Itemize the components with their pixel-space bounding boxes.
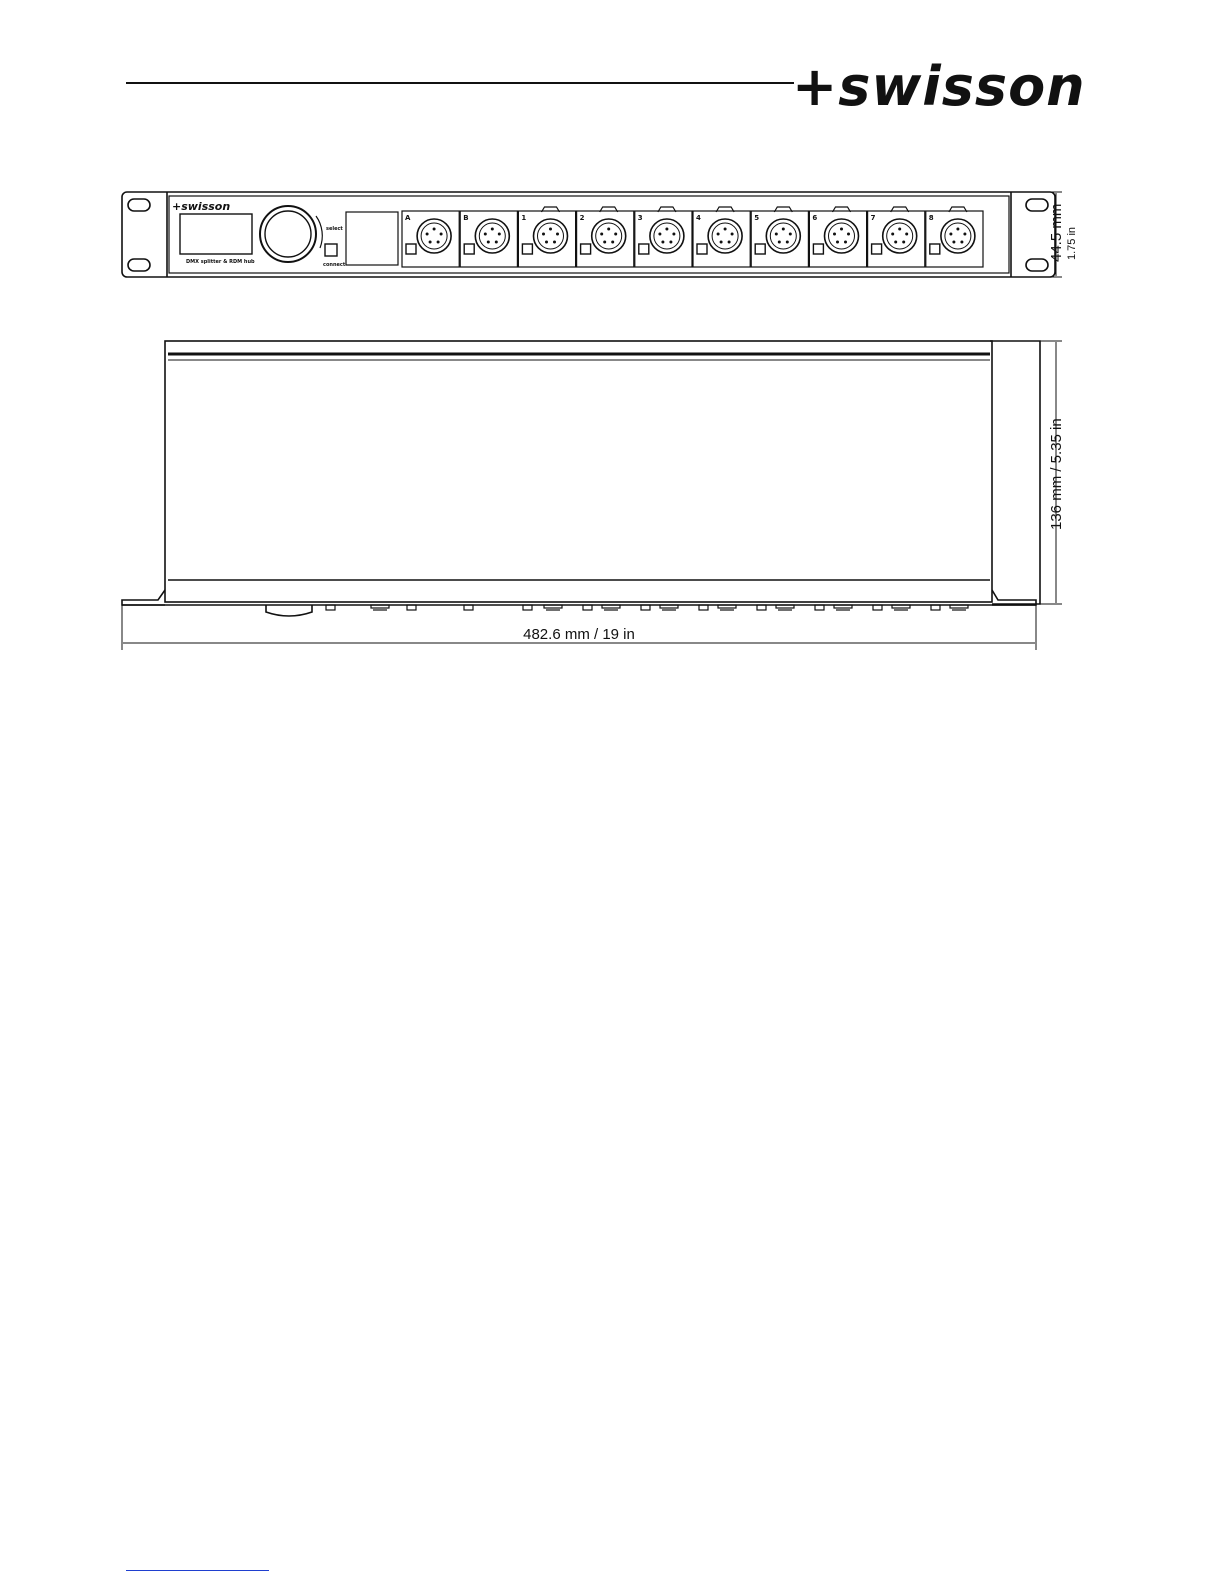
xlr-pin <box>611 241 614 244</box>
xlr-pin <box>786 241 789 244</box>
xlr-pin <box>556 233 559 236</box>
port-module <box>402 211 459 267</box>
port-module <box>635 207 692 267</box>
technical-drawing <box>0 0 1225 700</box>
xlr-pin <box>545 241 548 244</box>
connect-button <box>325 244 337 256</box>
connector-protrusion <box>892 605 910 608</box>
xlr-pin <box>840 228 843 231</box>
xlr-connector <box>883 219 917 253</box>
port-module <box>460 211 517 267</box>
xlr-ring <box>421 223 447 249</box>
xlr-pin <box>658 233 661 236</box>
port-label: 2 <box>579 214 585 222</box>
xlr-ring <box>479 223 505 249</box>
port-module <box>577 207 634 267</box>
xlr-connector <box>825 219 859 253</box>
xlr-pin <box>495 241 498 244</box>
xlr-pin <box>614 233 617 236</box>
xlr-pin <box>720 241 723 244</box>
xlr-pin <box>440 233 443 236</box>
connector-protrusion <box>371 605 389 608</box>
xlr-ring <box>887 223 913 249</box>
xlr-pin <box>949 233 952 236</box>
xlr-pin <box>491 228 494 231</box>
select-label: select <box>326 226 343 232</box>
connector-protrusion <box>544 605 562 608</box>
connector-protrusion <box>602 605 620 608</box>
xlr-connector <box>592 219 626 253</box>
front-view <box>122 192 1055 277</box>
port-button <box>464 244 474 254</box>
port-button <box>755 244 765 254</box>
width-label: 482.6 mm / 19 in <box>523 626 635 643</box>
xlr-pin <box>498 233 501 236</box>
port-label: B <box>463 214 469 222</box>
mount-slot-bottom-left <box>128 259 150 271</box>
xlr-pin <box>607 228 610 231</box>
xlr-connector <box>766 219 800 253</box>
xlr-connector <box>417 219 451 253</box>
xlr-pin <box>661 241 664 244</box>
footer-link-underline <box>126 1570 269 1571</box>
xlr-pin <box>433 228 436 231</box>
xlr-pin <box>672 233 675 236</box>
xlr-ring <box>770 223 796 249</box>
port-label: 5 <box>754 214 760 222</box>
xlr-ring <box>654 223 680 249</box>
mount-slot-top-left <box>128 199 150 211</box>
xlr-pin <box>789 233 792 236</box>
left-flange <box>122 590 165 605</box>
xlr-pin <box>956 228 959 231</box>
xlr-pin <box>782 228 785 231</box>
xlr-pin <box>669 241 672 244</box>
xlr-connector <box>475 219 509 253</box>
xlr-pin <box>487 241 490 244</box>
xlr-pin <box>600 233 603 236</box>
port-label: A <box>405 214 411 222</box>
connector-protrusion <box>776 605 794 608</box>
xlr-connector <box>941 219 975 253</box>
port-label: 7 <box>870 214 876 222</box>
xlr-pin <box>429 241 432 244</box>
xlr-pin <box>542 233 545 236</box>
xlr-pin <box>847 233 850 236</box>
header-brand-logo: +swisson <box>792 55 1086 118</box>
connect-label: connect <box>323 262 346 268</box>
port-button <box>581 244 591 254</box>
xlr-pin <box>778 241 781 244</box>
port-label: 3 <box>637 214 643 222</box>
port-button <box>697 244 707 254</box>
xlr-pin <box>724 228 727 231</box>
port-button <box>813 244 823 254</box>
port-module <box>809 207 866 267</box>
blank-module <box>346 212 398 265</box>
xlr-pin <box>549 228 552 231</box>
xlr-connector <box>650 219 684 253</box>
xlr-ring <box>538 223 564 249</box>
xlr-pin <box>484 233 487 236</box>
xlr-pin <box>553 241 556 244</box>
xlr-pin <box>963 233 966 236</box>
depth-label: 136 mm / 5.35 in <box>1048 418 1065 530</box>
port-label: 8 <box>928 214 934 222</box>
port-button <box>522 244 532 254</box>
port-module <box>751 207 808 267</box>
port-module <box>868 207 925 267</box>
right-flange <box>992 590 1036 605</box>
lcd-display <box>180 214 252 254</box>
xlr-connector <box>534 219 568 253</box>
height-mm-label: 44.5 mm <box>1048 203 1065 262</box>
xlr-pin <box>894 241 897 244</box>
xlr-pin <box>844 241 847 244</box>
xlr-pin <box>952 241 955 244</box>
xlr-ring <box>596 223 622 249</box>
xlr-ring <box>829 223 855 249</box>
xlr-pin <box>603 241 606 244</box>
port-module <box>693 207 750 267</box>
select-arc-icon <box>316 216 322 248</box>
port-button <box>406 244 416 254</box>
port-label: 4 <box>696 214 701 222</box>
select-knob <box>260 206 316 262</box>
xlr-pin <box>902 241 905 244</box>
xlr-pin <box>775 233 778 236</box>
port-group <box>402 207 983 267</box>
knob-protrusion <box>266 605 312 616</box>
xlr-pin <box>728 241 731 244</box>
xlr-pin <box>833 233 836 236</box>
connector-protrusion <box>834 605 852 608</box>
connector-protrusion <box>718 605 736 608</box>
xlr-pin <box>905 233 908 236</box>
xlr-connector <box>708 219 742 253</box>
xlr-ring <box>712 223 738 249</box>
front-panel-outline <box>122 192 1055 277</box>
xlr-pin <box>891 233 894 236</box>
connector-protrusion <box>660 605 678 608</box>
xlr-pin <box>960 241 963 244</box>
xlr-pin <box>731 233 734 236</box>
connector-protrusion <box>950 605 968 608</box>
select-knob-inner <box>265 211 311 257</box>
mount-slot-bottom-right <box>1026 259 1048 271</box>
port-label: 6 <box>812 214 818 222</box>
port-button <box>639 244 649 254</box>
port-module <box>518 207 575 267</box>
front-brand-label: +swisson <box>172 200 231 213</box>
front-product-label: DMX splitter & RDM hub <box>186 259 255 265</box>
xlr-pin <box>717 233 720 236</box>
xlr-pin <box>665 228 668 231</box>
port-button <box>930 244 940 254</box>
xlr-pin <box>426 233 429 236</box>
right-ear-side <box>990 341 1040 604</box>
top-view <box>122 341 1040 616</box>
port-label: 1 <box>521 214 527 222</box>
xlr-pin <box>898 228 901 231</box>
port-module <box>926 207 983 267</box>
xlr-pin <box>836 241 839 244</box>
xlr-ring <box>945 223 971 249</box>
xlr-pin <box>437 241 440 244</box>
chassis-body <box>165 341 992 602</box>
port-button <box>872 244 882 254</box>
height-in-label: 1.75 in <box>1066 226 1078 260</box>
mount-slot-top-right <box>1026 199 1048 211</box>
